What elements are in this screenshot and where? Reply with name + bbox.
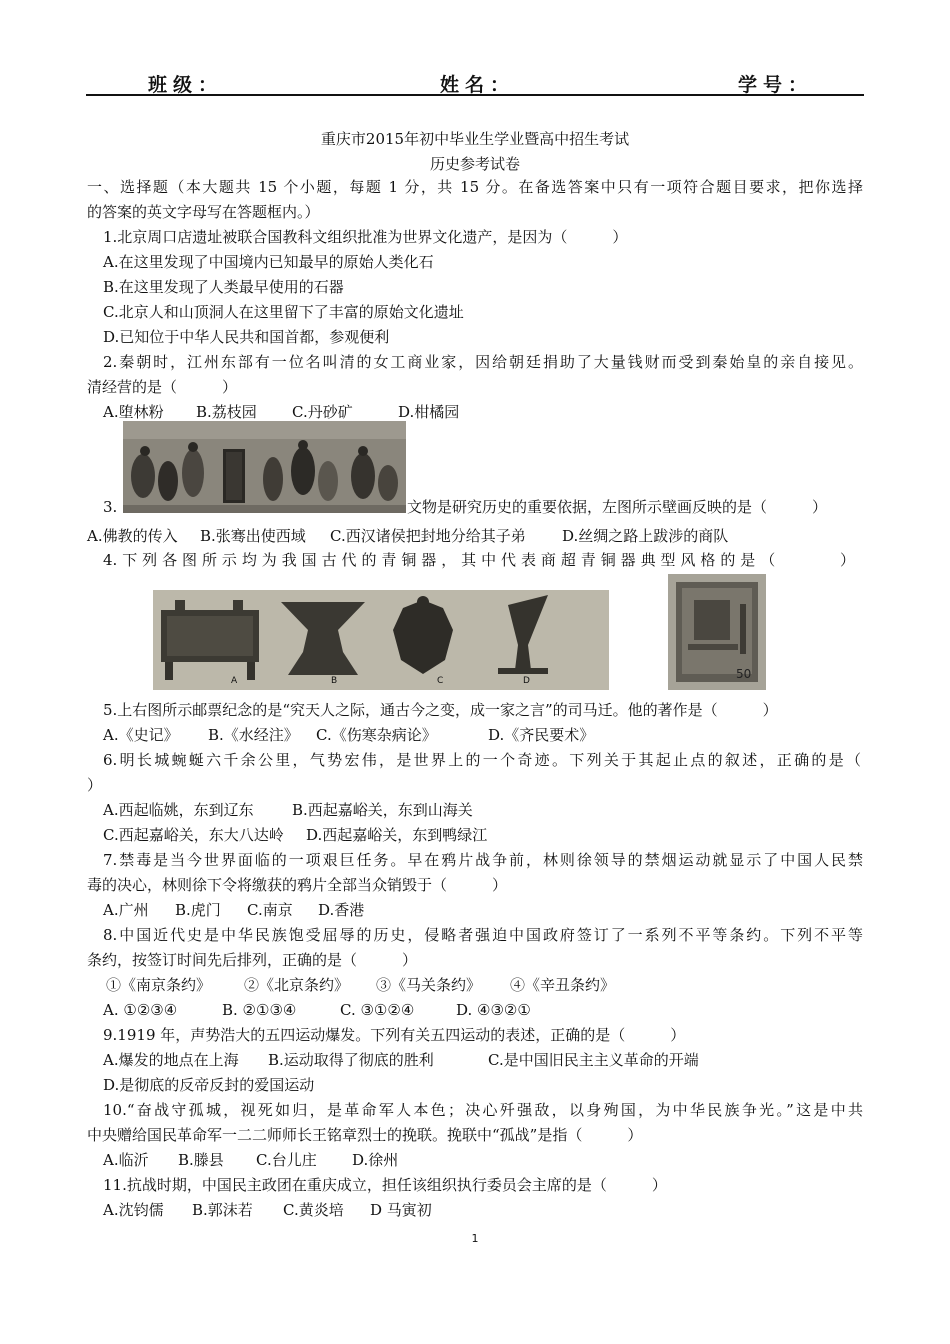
q2-option-a: A.堕林粉	[103, 403, 164, 421]
stamp-value: 50	[736, 667, 752, 681]
q6-stem-line1: 6.明长城蜿蜒六千余公里，气势宏伟，是世界上的一个奇迹。下列关于其起止点的叙述，正确的是（	[103, 751, 861, 769]
q5-stem: 5.上右图所示邮票纪念的是“究天人之际，通古今之变，成一家之言”的司马迁。他的著作是（ ）	[103, 701, 778, 719]
header-rule	[86, 94, 864, 96]
q7-option-a: A.广州	[103, 901, 149, 919]
q3-option-b: B.张骞出使西域	[200, 527, 306, 545]
q3-stem: 文物是研究历史的重要依据，左图所示壁画反映的是（ ）	[407, 498, 828, 516]
q5-option-a: A.《史记》	[103, 726, 179, 744]
q2-option-b: B.荔枝园	[196, 403, 257, 421]
exam-subtitle: 历史参考试卷	[429, 155, 520, 173]
q1-stem: 1.北京周口店遗址被联合国教科文组织批准为世界文化遗产，是因为（ ）	[103, 228, 628, 246]
q11-option-d: D 马寅初	[370, 1201, 432, 1219]
q9-option-a: A.爆发的地点在上海	[103, 1051, 239, 1069]
q3-number: 3.	[103, 498, 118, 516]
bronze-label-a: A	[231, 676, 238, 686]
q10-option-c: C.台儿庄	[256, 1151, 317, 1169]
q2-stem-line1: 2.秦朝时，江州东部有一位名叫清的女工商业家，因给朝廷捐助了大量钱财而受到秦始皇的亲自接见。	[103, 353, 863, 371]
q11-option-a: A.沈钧儒	[103, 1201, 164, 1219]
mural-painting-icon	[123, 421, 406, 513]
q11-option-b: B.郭沫若	[192, 1201, 253, 1219]
q2-option-d: D.柑橘园	[398, 403, 460, 421]
q3-option-c: C.西汉诸侯把封地分给其子弟	[330, 527, 526, 545]
stamp-image	[668, 574, 766, 690]
q8-treaty-4: ④《辛丑条约》	[510, 976, 616, 994]
q11-stem: 11.抗战时期，中国民主政团在重庆成立，担任该组织执行委员会主席的是（ ）	[103, 1176, 667, 1194]
bronze-label-d: D	[523, 676, 530, 686]
bronzeware-image	[153, 590, 609, 690]
q8-treaty-2: ②《北京条约》	[244, 976, 350, 994]
q10-option-d: D.徐州	[352, 1151, 399, 1169]
q7-option-c: C.南京	[247, 901, 293, 919]
q6-stem-line2: ）	[87, 776, 103, 794]
q1-option-c: C.北京人和山顶洞人在这里留下了丰富的原始文化遗址	[103, 303, 464, 321]
q10-option-a: A.临沂	[103, 1151, 149, 1169]
q7-option-b: B.虎门	[175, 901, 221, 919]
q1-option-d: D.已知位于中华人民共和国首都，参观便利	[103, 328, 390, 346]
mural-image	[123, 421, 406, 513]
student-id-label: 学号：	[738, 74, 814, 96]
bronze-label-b: B	[331, 676, 338, 686]
q6-option-c: C.西起嘉峪关，东大八达岭	[103, 826, 284, 844]
section-intro-line2: 的答案的英文字母写在答题框内。）	[87, 203, 320, 221]
q4-stem: 4.下列各图所示均为我国古代的青铜器，其中代表商超青铜器典型风格的是（ ）	[103, 551, 855, 569]
q3-option-d: D.丝绸之路上跋涉的商队	[562, 527, 729, 545]
q8-option-b: B. ②①③④	[222, 1001, 297, 1019]
q11-option-c: C.黄炎培	[283, 1201, 344, 1219]
q8-stem-line2: 条约，按签订时间先后排列，正确的是（ ）	[87, 951, 418, 969]
q8-option-c: C. ③①②④	[340, 1001, 415, 1019]
q8-option-d: D. ④③②①	[456, 1001, 531, 1019]
section-intro-line1: 一、选择题（本大题共 15 个小题，每题 1 分，共 15 分。在备选答案中只有一项符合题目要求，把你选择	[87, 178, 863, 196]
q10-option-b: B.滕县	[178, 1151, 224, 1169]
exam-title: 重庆市2015年初中毕业生学业暨高中招生考试	[320, 130, 630, 148]
q7-stem-line1: 7.禁毒是当今世界面临的一项艰巨任务。早在鸦片战争前，林则徐领导的禁烟运动就显示了中国人民禁	[103, 851, 863, 869]
q2-stem-line2: 清经营的是（ ）	[87, 378, 238, 396]
bronzeware-icon	[153, 590, 609, 690]
q7-stem-line2: 毒的决心，林则徐下令将缴获的鸦片全部当众销毁于（ ）	[87, 876, 508, 894]
q8-option-a: A. ①②③④	[103, 1001, 178, 1019]
q5-option-b: B.《水经注》	[208, 726, 299, 744]
q2-option-c: C.丹砂矿	[292, 403, 353, 421]
name-label: 姓名：	[440, 74, 516, 96]
q9-option-b: B.运动取得了彻底的胜利	[268, 1051, 434, 1069]
q9-stem: 9.1919 年，声势浩大的五四运动爆发。下列有关五四运动的表述，正确的是（ ）	[103, 1026, 686, 1044]
q1-option-a: A.在这里发现了中国境内已知最早的原始人类化石	[103, 253, 434, 271]
q10-stem-line1: 10.“奋战守孤城，视死如归，是革命军人本色；决心歼强敌，以身殉国，为中华民族争光。”这是中共	[103, 1101, 863, 1119]
q7-option-d: D.香港	[318, 901, 365, 919]
q9-option-c: C.是中国旧民主主义革命的开端	[488, 1051, 699, 1069]
q6-option-b: B.西起嘉峪关，东到山海关	[292, 801, 473, 819]
q3-option-a: A.佛教的传入	[87, 527, 178, 545]
q5-option-c: C.《伤寒杂病论》	[316, 726, 437, 744]
q8-treaty-1: ①《南京条约》	[106, 976, 212, 994]
q8-treaty-3: ③《马关条约》	[376, 976, 482, 994]
q6-option-a: A.西起临姚，东到辽东	[103, 801, 254, 819]
q1-option-b: B.在这里发现了人类最早使用的石器	[103, 278, 344, 296]
q6-option-d: D.西起嘉峪关，东到鸭绿江	[306, 826, 488, 844]
stamp-icon	[668, 574, 766, 690]
class-label: 班级：	[148, 74, 224, 96]
q10-stem-line2: 中央赠给国民革命军一二二师师长王铭章烈士的挽联。挽联中“孤战”是指（ ）	[87, 1126, 643, 1144]
bronze-label-c: C	[437, 676, 444, 686]
q5-option-d: D.《齐民要术》	[488, 726, 595, 744]
q8-stem-line1: 8.中国近代史是中华民族饱受屈辱的历史，侵略者强迫中国政府签订了一系列不平等条约。下列不平等	[103, 926, 863, 944]
page-number: 1	[471, 1232, 479, 1245]
q9-option-d: D.是彻底的反帝反封的爱国运动	[103, 1076, 315, 1094]
